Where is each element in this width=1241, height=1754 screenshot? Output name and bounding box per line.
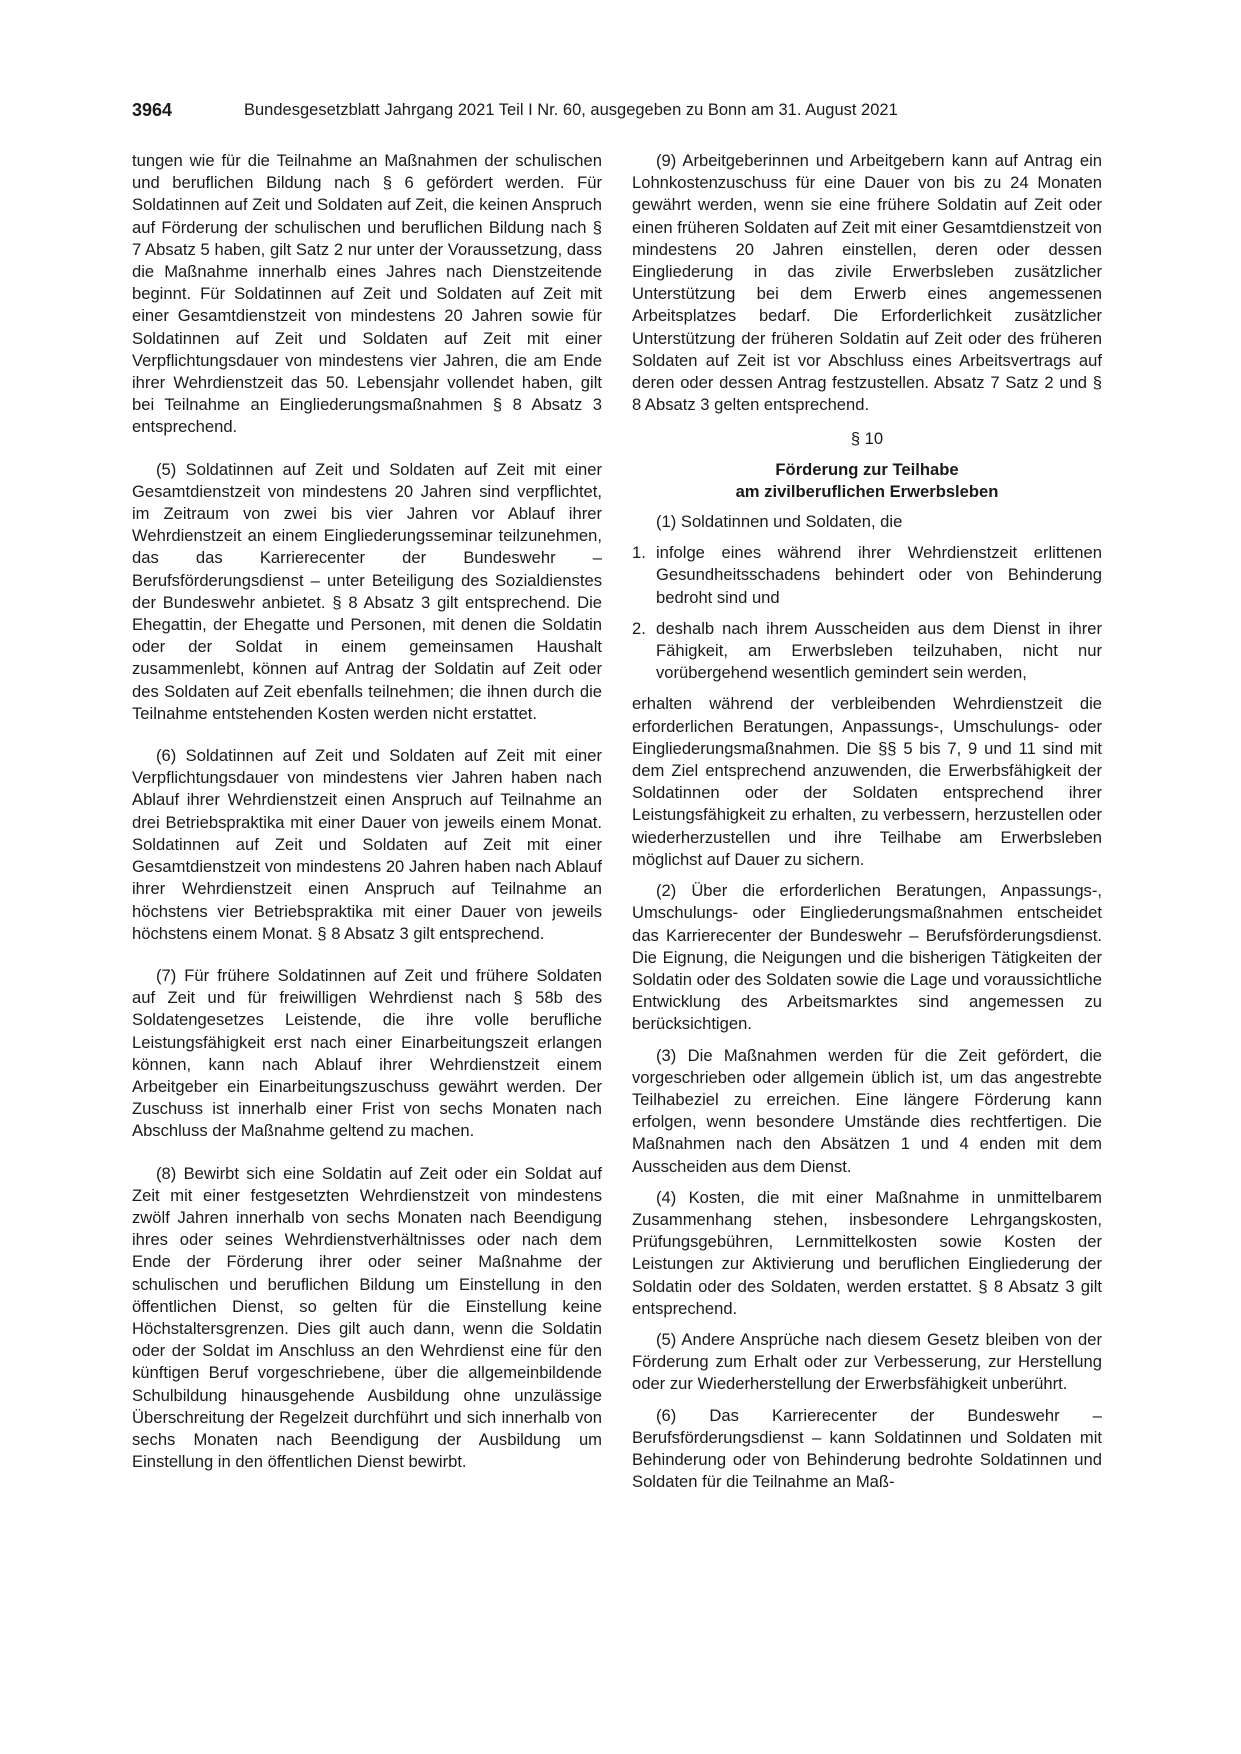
list-item-number: 2. — [632, 618, 646, 638]
gazette-title: Bundesgesetzblatt Jahrgang 2021 Teil I Nr. 60, ausgegeben zu Bonn am 31. August 2021 — [244, 101, 898, 119]
section-10-paragraph-4: (4) Kosten, die mit einer Maßnahme in unmittelbarem Zusammenhang stehen, insbesondere Lehrgangskosten, Prüfungsgebühren, Lernmittelkosten sowie Kosten der Leistungen zur Aktivierung und beruflichen Eingliederung der Soldatin oder des Soldaten, werden erstattet. § 8 Absatz 3 gilt entsprechend. — [632, 1187, 1102, 1318]
section-10-paragraph-1-continuation: erhalten während der verbleibenden Wehrdienstzeit die erforderlichen Beratungen, Anpassungs-, Umschulungs- oder Eingliederungsmaßnahmen. Die §§ 5 bis 7, 9 und 11 sind mit dem Ziel entsprechend anzuwenden, die Erwerbsfähigkeit der Soldatinnen oder der Soldaten entsprechend ihrer Leistungsfähigkeit zu erhalten, zu verbessern, herzustellen oder wiederherzustellen und ihre Teilhabe am Erwerbsleben möglichst auf Dauer zu sichern. — [632, 694, 1102, 869]
paragraph-9: (9) Arbeitgeberinnen und Arbeitgebern kann auf Antrag ein Lohnkostenzuschuss für eine Dauer von bis zu 24 Monaten gewährt werden, wenn sie eine frühere Soldatin auf Zeit oder einen früheren Soldaten auf Zeit mit einer Gesamtdienstzeit von mindestens 20 Jahren einstellen, deren oder dessen Eingliederung in das zivile Erwerbsleben zusätzlicher Unterstützung bei dem Erwerb eines angemessenen Arbeitsplatzes bedarf. Die Erforderlichkeit zusätzlicher Unterstützung der früheren Soldatin auf Zeit oder des früheren Soldaten auf Zeit ist vor Abschluss eines Arbeitsvertrags auf deren oder dessen Antrag festzustellen. Absatz 7 Satz 2 und § 8 Absatz 3 gelten entsprechend. — [632, 151, 1102, 415]
section-10-paragraph-2: (2) Über die erforderlichen Beratungen, Anpassungs-, Umschulungs- oder Eingliederungsmaßnahmen entscheidet das Karrierecenter der Bundeswehr – Berufsförderungsdienst. Die Eignung, die Neigungen und die bisherigen Tätigkeiten der Soldatin oder des Soldaten sowie die Lage und voraussichtliche Entwicklung des Arbeitsmarktes sind angemessen zu berücksichtigen. — [632, 881, 1102, 1034]
section-10-paragraph-5: (5) Andere Ansprüche nach diesem Gesetz bleiben von der Förderung zum Erhalt oder zur Verbesserung, zur Herstellung oder zur Wiederherstellung der Erwerbsfähigkeit unberührt. — [632, 1329, 1102, 1394]
list-item-number: 1. — [632, 543, 646, 563]
section-title-line-2: am zivilberuflichen Erwerbsleben — [735, 481, 999, 501]
section-number: § 10 — [850, 429, 884, 449]
list-item — [632, 542, 1102, 609]
page-header — [132, 100, 1004, 126]
section-title — [632, 459, 1102, 503]
section-10-paragraph-1-intro: (1) Soldatinnen und Soldaten, die — [656, 512, 903, 532]
list-item-text: deshalb nach ihrem Ausscheiden aus dem Dienst in ihrer Fähigkeit, am Erwerbsleben teilzuhaben, nicht nur vorübergehend wesentlich gemindert sein werden, — [656, 618, 1102, 683]
section-title-line-1: Förderung zur Teilhabe — [775, 459, 959, 479]
section-10-paragraph-6: (6) Das Karrierecenter der Bundeswehr – Berufsförderungsdienst – kann Soldatinnen und Soldaten mit Behinderung oder von Behinderung bedrohte Soldatinnen und Soldaten für die Teilnahme an Maß- — [632, 1405, 1102, 1492]
right-column — [632, 150, 1102, 1502]
paragraph-6: (6) Soldatinnen auf Zeit und Soldaten auf Zeit mit einer Verpflichtungsdauer von mindestens vier Jahren haben nach Ablauf ihrer Wehrdienstzeit einen Anspruch auf Teilnahme an drei Betriebspraktika mit einer Dauer von jeweils einem Monat. Soldatinnen auf Zeit und Soldaten auf Zeit mit einer Gesamtdienstzeit von mindestens 20 Jahren haben nach Ablauf ihrer Wehrdienstzeit einen Anspruch auf Teilnahme an höchstens vier Betriebspraktika mit einer Dauer von jeweils höchstens einem Monat. § 8 Absatz 3 gilt entsprechend. — [132, 746, 602, 943]
paragraph-5: (5) Soldatinnen auf Zeit und Soldaten auf Zeit mit einer Gesamtdienstzeit von mindestens 20 Jahren sind verpflichtet, im Zeitraum von zwei bis vier Jahren vor Ablauf ihrer Wehrdienstzeit an einem Eingliederungsseminar teilzunehmen, das das Karrierecenter der Bundeswehr – Berufsförderungsdienst – unter Beteiligung des Sozialdienstes der Bundeswehr anbietet. § 8 Absatz 3 gilt entsprechend. Die Ehegattin, der Ehegatte und Personen, mit denen die Soldatin oder der Soldat in einem gemeinsamen Haushalt zusammenlebt, können auf Antrag der Soldatin auf Zeit oder des Soldaten auf Zeit ebenfalls teilnehmen; die ihnen durch die Teilnahme entstehenden Kosten werden nicht erstattet. — [132, 459, 602, 723]
paragraph-continuation: tungen wie für die Teilnahme an Maßnahmen der schulischen und beruflichen Bildung nach § 6 gefördert werden. Für Soldatinnen auf Zeit und Soldaten auf Zeit, die keinen Anspruch auf Förderung der schulischen und beruflichen Bildung nach § 7 Absatz 5 haben, gilt Satz 2 nur unter der Voraussetzung, dass die Maßnahme innerhalb eines Jahres nach Dienstzeitende beginnt. Für Soldatinnen auf Zeit und Soldaten auf Zeit mit einer Gesamtdienstzeit von mindestens 20 Jahren sowie für Soldatinnen auf Zeit und Soldaten auf Zeit mit einer Verpflichtungsdauer von mindestens vier Jahren, die am Ende ihrer Wehrdienstzeit das 50. Lebensjahr vollendet haben, gilt bei Teilnahme an Eingliederungsmaßnahmen § 8 Absatz 3 entsprechend. — [132, 151, 602, 437]
paragraph-7: (7) Für frühere Soldatinnen auf Zeit und frühere Soldaten auf Zeit und für freiwilligen Wehrdienst nach § 58b des Soldatengesetzes Leistende, die ihre volle berufliche Leistungsfähigkeit erst nach einer Einarbeitungszeit erlangen können, kann nach Ablauf ihrer Wehrdienstzeit einem Arbeitgeber ein Einarbeitungszuschuss gewährt werden. Der Zuschuss ist innerhalb einer Frist von sechs Monaten nach Abschluss der Maßnahme geltend zu machen. — [132, 965, 602, 1141]
paragraph-8: (8) Bewirbt sich eine Soldatin auf Zeit oder ein Soldat auf Zeit mit einer festgesetzten Wehrdienstzeit von mindestens zwölf Jahren innerhalb von sechs Monaten nach Beendigung ihres oder seines Wehrdienstverhältnisses oder nach dem Ende der Förderung ihrer oder seiner Maßnahme der schulischen und beruflichen Bildung um Einstellung in den öffentlichen Dienst, so gelten für die Einstellung keine Höchstaltersgrenzen. Dies gilt auch dann, wenn die Soldatin oder der Soldat im Anschluss an den Wehrdienst eine für den künftigen Beruf vorgeschriebene, über die allgemeinbildende Schulbildung hinausgehende Ausbildung ohne unzulässige Überschreitung der Regelzeit durchführt und sich innerhalb von sechs Monaten nach Beendigung der Ausbildung um Einstellung in den öffentlichen Dienst bewirbt. — [132, 1163, 602, 1472]
list-item — [632, 618, 1102, 685]
section-10-paragraph-3: (3) Die Maßnahmen werden für die Zeit gefördert, die vorgeschrieben oder allgemein üblich ist, um das angestrebte Teilhabeziel zu erreichen. Eine längere Förderung kann erfolgen, wenn besondere Umstände dies rechtfertigen. Die Maßnahmen nach den Absätzen 1 und 4 enden mit dem Ausscheiden aus dem Dienst. — [632, 1045, 1102, 1176]
page-number: 3964 — [132, 100, 173, 120]
left-column — [132, 150, 602, 1493]
list-item-text: infolge eines während ihrer Wehrdienstzeit erlittenen Gesundheitsschadens behindert oder von Behinderung bedroht sind und — [656, 543, 1102, 607]
